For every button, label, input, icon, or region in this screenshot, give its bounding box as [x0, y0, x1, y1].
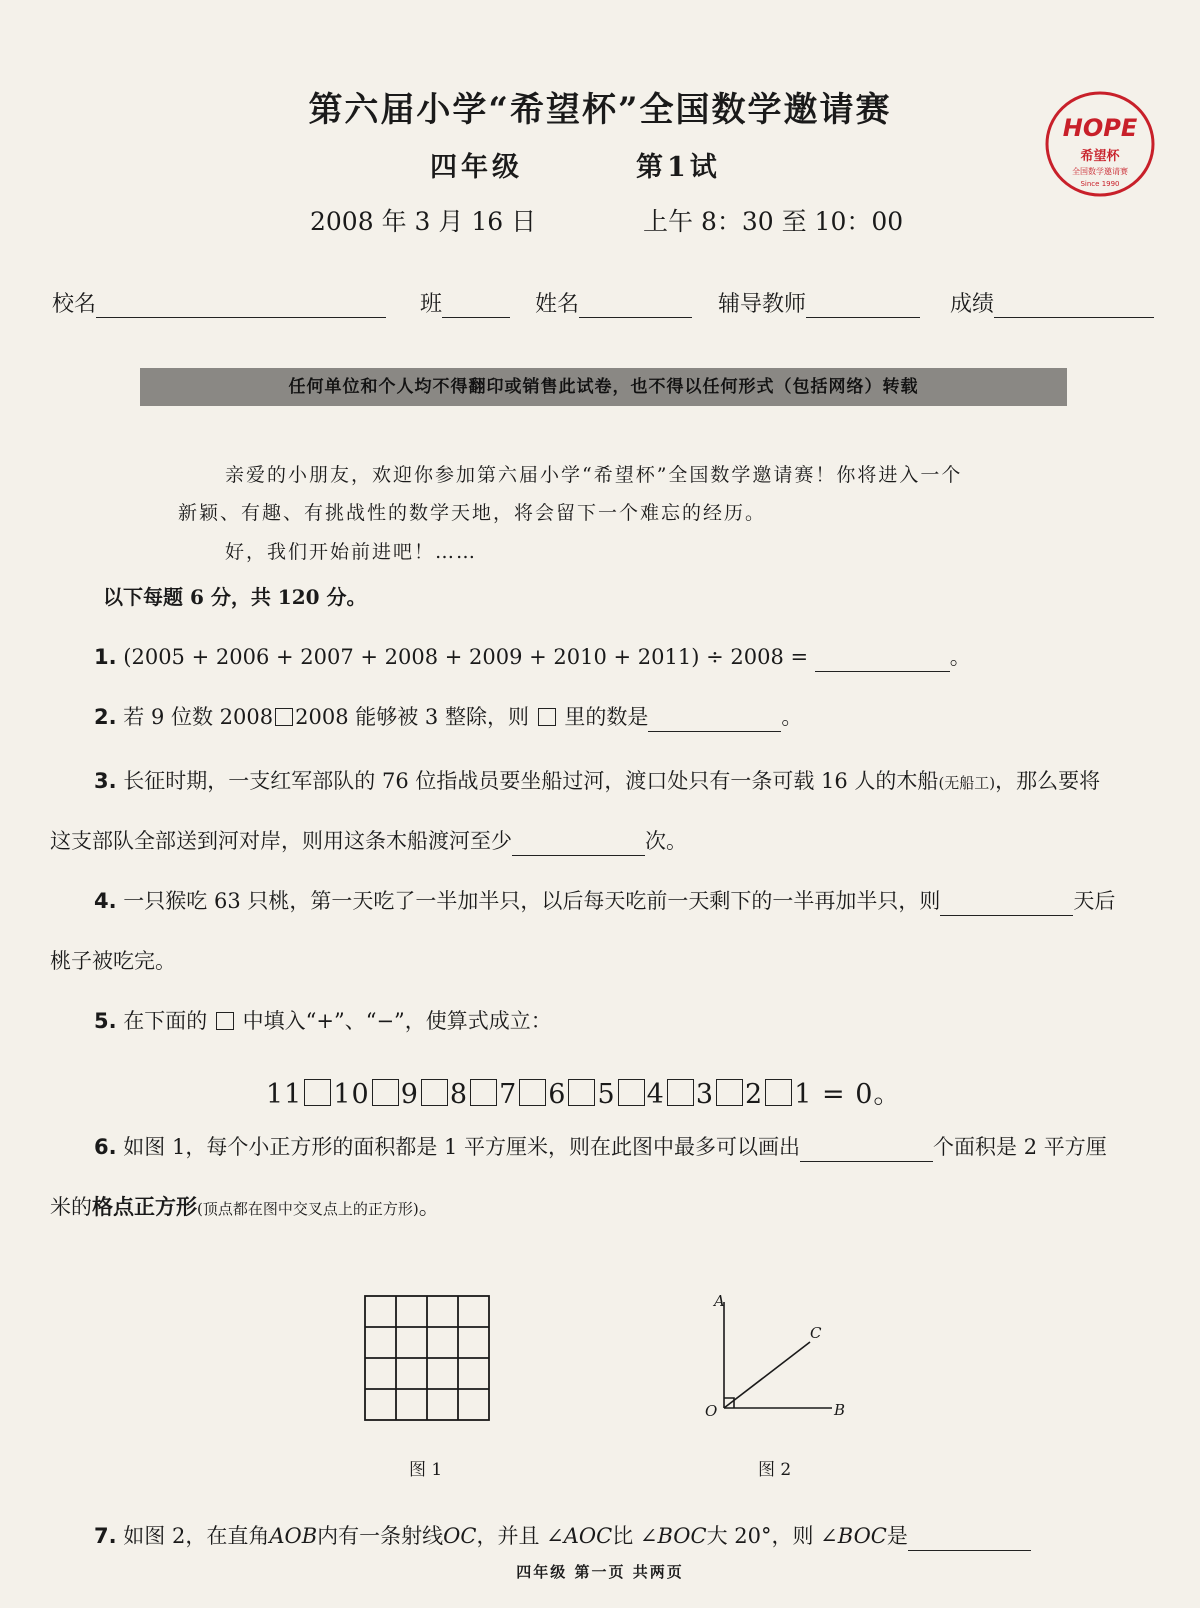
- answer-blank-3[interactable]: [512, 831, 645, 856]
- figure-1-label: 图 1: [409, 1460, 443, 1480]
- grid-square-term: 格点正方形: [92, 1194, 197, 1219]
- ray-oc: [724, 1342, 810, 1408]
- point-o: O: [705, 1402, 718, 1420]
- operator-input[interactable]: [519, 1079, 546, 1106]
- eq-number: 5: [597, 1079, 616, 1110]
- name-field[interactable]: [535, 287, 692, 318]
- point-b: B: [834, 1401, 846, 1419]
- figure-2-angle: [700, 1290, 860, 1430]
- question-text: 内有一条射线: [317, 1524, 444, 1548]
- question-3-line-2: [50, 826, 687, 856]
- question-text: ，并且 ∠: [476, 1524, 564, 1548]
- score-label: 成绩: [950, 292, 995, 317]
- round-label: 第1试: [636, 152, 721, 183]
- exam-date: 2008 年 3 月 16 日: [310, 207, 537, 236]
- angle-aob: AOB: [269, 1524, 318, 1548]
- question-1: [94, 642, 971, 672]
- operator-input[interactable]: [716, 1079, 743, 1106]
- eq-number: 6: [548, 1079, 567, 1110]
- question-number: 2.: [94, 705, 117, 729]
- answer-blank-6[interactable]: [800, 1137, 933, 1162]
- question-number: 4.: [94, 889, 117, 913]
- question-text: 大 20°，则 ∠: [706, 1524, 838, 1548]
- question-6: [94, 1132, 1174, 1162]
- scoring-rule: 以下每题 6 分，共 120 分。: [103, 585, 367, 609]
- score-blank[interactable]: [994, 293, 1154, 318]
- eq-number: 11: [266, 1079, 303, 1110]
- question-text: 比 ∠: [612, 1524, 658, 1548]
- eq-number: 8: [449, 1079, 469, 1110]
- operator-box: [216, 1012, 234, 1030]
- teacher-label: 辅导教师: [718, 292, 807, 317]
- eq-number: 3: [695, 1079, 715, 1110]
- answer-blank-4[interactable]: [940, 891, 1073, 916]
- operator-input[interactable]: [304, 1079, 331, 1106]
- school-label: 校名: [52, 292, 97, 317]
- question-number: 6.: [94, 1135, 117, 1159]
- question-text: 米的: [50, 1195, 92, 1219]
- exam-time: 上午 8：30 至 10：00: [643, 207, 904, 236]
- digit-box: [538, 708, 556, 726]
- punct: 。: [949, 645, 971, 669]
- question-text: 如图 1，每个小正方形的面积都是 1 平方厘米，则在此图中最多可以画出: [123, 1135, 801, 1159]
- svg-text:Since 1990: Since 1990: [1080, 180, 1120, 188]
- exam-title: 第六届小学“希望杯”全国数学邀请赛: [308, 90, 892, 130]
- question-text: 如图 2，在直角: [123, 1524, 270, 1548]
- grade-label: 四年级: [430, 152, 523, 183]
- question-6-line-2: [50, 1192, 440, 1224]
- question-4-line-2: 桃子被吃完。: [50, 949, 176, 973]
- question-text: 长征时期，一支红军部队的 76 位指战员要坐船过河，渡口处只有一条可载 16 人的木船: [123, 769, 939, 793]
- eq-number: 7: [499, 1079, 518, 1110]
- ray-oc-label: OC: [443, 1524, 477, 1548]
- figure-2-label: 图 2: [758, 1460, 792, 1480]
- question-text-b: 2008 能够被 3 整除，则: [295, 705, 529, 729]
- teacher-blank[interactable]: [806, 293, 920, 318]
- svg-text:HOPE: HOPE: [1062, 114, 1138, 142]
- operator-input[interactable]: [372, 1079, 399, 1106]
- question-text-a: 若 9 位数 2008: [123, 705, 274, 729]
- name-blank[interactable]: [579, 293, 692, 318]
- page-footer: 四年级 第一页 共两页: [516, 1563, 684, 1581]
- question-7: [94, 1521, 1174, 1551]
- operator-input[interactable]: [568, 1079, 595, 1106]
- svg-text:全国数学邀请赛: 全国数学邀请赛: [1072, 167, 1128, 176]
- school-blank[interactable]: [96, 293, 386, 318]
- intro-line-3: 好，我们开始前进吧！……: [225, 541, 478, 563]
- question-text-end: 个面积是 2 平方厘: [933, 1135, 1107, 1159]
- answer-blank-2[interactable]: [648, 707, 781, 732]
- question-4: [94, 886, 1174, 916]
- digit-box: [275, 708, 293, 726]
- svg-text:希望杯: 希望杯: [1080, 149, 1120, 164]
- operator-input[interactable]: [618, 1079, 645, 1106]
- question-note: (无船工): [938, 774, 996, 792]
- question-text: 一只猴吃 63 只桃，第一天吃了一半加半只，以后每天吃前一天剩下的一半再加半只，则: [123, 889, 941, 913]
- intro-line-2: 新颖、有趣、有挑战性的数学天地，将会留下一个难忘的经历。: [178, 502, 767, 524]
- copyright-notice: 任何单位和个人均不得翻印或销售此试卷，也不得以任何形式（包括网络）转载: [140, 368, 1067, 406]
- intro-line-1: 亲爱的小朋友，欢迎你参加第六届小学“希望杯”全国数学邀请赛！你将进入一个: [225, 464, 963, 486]
- answer-blank-1[interactable]: [815, 647, 950, 672]
- class-blank[interactable]: [442, 293, 510, 318]
- answer-blank-7[interactable]: [908, 1526, 1031, 1551]
- question-text-end: 次。: [645, 829, 687, 853]
- punct: 。: [418, 1195, 440, 1219]
- punct: 。: [781, 705, 803, 729]
- class-field[interactable]: [420, 287, 510, 318]
- class-label: 班: [420, 292, 443, 317]
- eq-number: 2: [745, 1079, 764, 1110]
- question-text: 在下面的: [123, 1009, 208, 1033]
- angle-boc: BOC: [657, 1524, 707, 1548]
- equation-q5: [266, 1072, 901, 1111]
- angle-aoc: AOC: [563, 1524, 613, 1548]
- point-c: C: [810, 1324, 822, 1342]
- question-text-end: 天后: [1073, 889, 1116, 913]
- score-field[interactable]: [950, 287, 1154, 318]
- question-number: 3.: [94, 769, 117, 793]
- teacher-field[interactable]: [718, 287, 920, 318]
- question-text-2: 中填入“+”、“−”，使算式成立：: [242, 1009, 552, 1033]
- question-number: 5.: [94, 1009, 117, 1033]
- operator-input[interactable]: [470, 1079, 497, 1106]
- question-2: [94, 702, 802, 732]
- angle-boc: BOC: [837, 1524, 887, 1548]
- operator-input[interactable]: [421, 1079, 448, 1106]
- eq-result: = 0。: [822, 1079, 902, 1110]
- hope-cup-logo: [1044, 90, 1156, 198]
- figure-1-grid: [364, 1295, 491, 1422]
- school-field[interactable]: [52, 287, 386, 318]
- question-number: 1.: [94, 645, 117, 669]
- eq-number: 4: [646, 1079, 665, 1110]
- question-text-c: 里的数是: [564, 705, 649, 729]
- question-text: 这支部队全部送到河对岸，则用这条木船渡河至少: [50, 829, 512, 853]
- eq-number: 10: [333, 1079, 370, 1110]
- question-3: [94, 766, 1164, 798]
- question-text-end: ，那么要将: [995, 769, 1101, 793]
- question-note: (顶点都在图中交叉点上的正方形): [197, 1200, 419, 1218]
- operator-input[interactable]: [667, 1079, 694, 1106]
- eq-number: 9: [400, 1079, 419, 1110]
- question-number: 7.: [94, 1524, 117, 1548]
- eq-number: 1: [794, 1079, 813, 1110]
- name-label: 姓名: [535, 292, 580, 317]
- point-a: A: [714, 1292, 725, 1310]
- question-text: 是: [886, 1524, 908, 1548]
- operator-input[interactable]: [765, 1079, 792, 1106]
- question-text: (2005 + 2006 + 2007 + 2008 + 2009 + 2010 + 2011) ÷ 2008 =: [123, 645, 809, 669]
- question-5: [94, 1006, 552, 1036]
